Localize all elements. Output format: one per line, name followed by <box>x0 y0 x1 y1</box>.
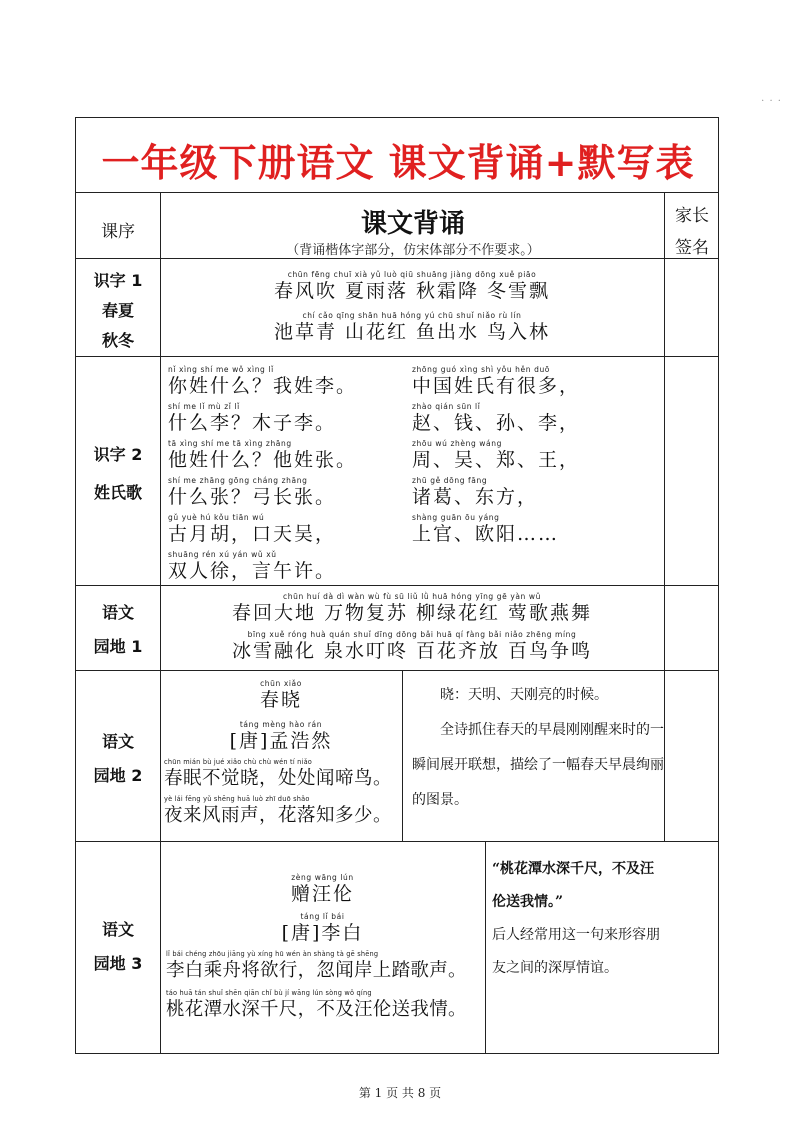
text-line: 李白乘舟将欲行，忽闻岸上踏歌声。 <box>166 960 467 981</box>
parent-label: 家长 <box>675 206 709 226</box>
text-line: 中国姓氏有很多， <box>412 375 581 397</box>
label-line: 园地 2 <box>93 766 143 785</box>
pinyin-line: zèng wāng lún <box>291 873 354 882</box>
pinyin-line: shàng guān ōu yáng <box>412 513 500 522</box>
text-line: 春眠不觉晓，处处闻啼鸟。 <box>164 768 393 789</box>
pinyin-line: táng mèng hào rán <box>239 720 323 729</box>
pinyin-line: chūn huí dà dì wàn wù fù sū liǔ lǜ huā hóng yīng gē yàn wǔ <box>283 592 541 601</box>
text-line: 周、吴、郑、王， <box>412 449 581 471</box>
divider <box>402 670 403 841</box>
text-line: 桃花潭水深千尺，不及汪伦送我情。 <box>166 999 467 1020</box>
label-line: 语文 <box>101 732 134 751</box>
section-subtitle: （背诵楷体字部分，仿宋体部分不作要求。） <box>286 243 540 258</box>
divider <box>76 841 718 842</box>
column-header-parent-signature <box>664 200 720 264</box>
poem-author: [唐]李白 <box>281 922 364 944</box>
row-label-lesson-1 <box>76 266 160 356</box>
text-line: 夜来风雨声，花落知多少。 <box>164 805 393 826</box>
divider <box>76 585 718 586</box>
note-meaning: 后人经常用这一句来形容朋友之间的深厚情谊。 <box>492 927 660 976</box>
pinyin-line: chí cǎo qīng shān huā hóng yú chū shuǐ niǎo rù lín <box>302 311 522 320</box>
pinyin-line: zhōu wú zhèng wáng <box>412 439 502 448</box>
surname-song-right <box>412 365 652 546</box>
label-line: 园地 1 <box>93 637 143 656</box>
text-line: 上官、欧阳…… <box>412 523 560 545</box>
column-header-order: 课序 <box>101 222 135 242</box>
pinyin-line: zhū gě dōng fāng <box>412 476 488 485</box>
text-line: 什么李？木子李。 <box>168 412 337 434</box>
pinyin-line: nǐ xìng shí me wǒ xìng lǐ <box>168 365 274 374</box>
divider <box>76 192 718 193</box>
divider <box>76 356 718 357</box>
divider <box>664 192 665 841</box>
poem-spring-dawn-notes <box>412 678 664 818</box>
text-line: 诸葛、东方， <box>412 486 539 508</box>
pinyin-line: zhào qián sūn lǐ <box>412 402 481 411</box>
page-number: 第 1 页 共 8 页 <box>358 1086 442 1100</box>
label-line: 姓氏歌 <box>93 483 142 502</box>
poem-to-wang-lun-lines <box>166 950 484 1022</box>
pinyin-line: lǐ bái chéng zhōu jiāng yù xíng hū wén àn shàng tà gē shēng <box>166 950 379 958</box>
text-line: 春回大地 万物复苏 柳绿花红 莺歌燕舞 <box>231 602 593 624</box>
text-line: 你姓什么？我姓李。 <box>168 375 358 397</box>
garden-1-text <box>160 592 664 663</box>
note-summary: 全诗抓住春天的早晨刚刚醒来时的一瞬间展开联想，描绘了一幅春天早晨绚丽的图景。 <box>412 722 664 808</box>
text-line: 赵、钱、孙、李， <box>412 412 581 434</box>
lesson-1-text <box>160 270 664 344</box>
row-label-garden-3 <box>76 913 160 981</box>
row-label-garden-1 <box>76 596 160 664</box>
pinyin-line: yè lái fēng yǔ shēng huā luò zhī duō shǎo <box>164 795 310 803</box>
pinyin-line: táng lǐ bái <box>300 912 345 921</box>
section-title: 课文背诵 <box>360 209 465 239</box>
label-line: 秋冬 <box>101 331 134 350</box>
label-line: 识字 1 <box>93 271 143 290</box>
label-line: 春夏 <box>101 301 134 320</box>
pinyin-line: shuāng rén xú yán wǔ xǔ <box>168 550 277 559</box>
poem-spring-dawn-lines <box>164 758 402 828</box>
poem-title: 春晓 <box>259 689 302 711</box>
pinyin-line: zhōng guó xìng shì yǒu hěn duō <box>412 365 550 374</box>
text-line: 冰雪融化 泉水叮咚 百花齐放 百鸟争鸣 <box>231 640 593 662</box>
note-quote: “桃花潭水深千尺，不及汪伦送我情。” <box>492 861 655 910</box>
poem-spring-dawn <box>160 679 402 753</box>
pinyin-line: chūn fēng chuī xià yǔ luò qiū shuāng jiàng dōng xuě piāo <box>287 270 537 279</box>
divider <box>485 841 486 1054</box>
text-line: 春风吹 夏雨落 秋霜降 冬雪飘 <box>273 280 551 302</box>
page-title: 一年级下册语文 课文背诵+默写表 <box>101 141 695 185</box>
pinyin-line: gǔ yuè hú kǒu tiān wú <box>168 513 265 522</box>
signature-label: 签名 <box>675 238 709 258</box>
text-line: 什么张？弓长张。 <box>168 486 337 508</box>
pinyin-line: bīng xuě róng huà quán shuǐ dīng dōng bǎi huā qí fàng bǎi niǎo zhēng míng <box>247 630 577 639</box>
label-line: 识字 2 <box>93 445 143 464</box>
poem-title: 赠汪伦 <box>290 883 354 905</box>
poem-to-wang-lun-notes <box>492 853 666 985</box>
row-label-lesson-2 <box>76 436 160 512</box>
poem-author: [唐]孟浩然 <box>229 730 333 752</box>
recitation-table <box>75 117 719 1054</box>
label-line: 语文 <box>101 920 134 939</box>
text-line: 他姓什么？他姓张。 <box>168 449 358 471</box>
row-label-garden-2 <box>76 725 160 793</box>
surname-song-left <box>168 365 398 583</box>
divider <box>76 670 718 671</box>
divider <box>76 258 718 259</box>
note-definition: 晓：天明、天刚亮的时候。 <box>440 687 608 703</box>
pinyin-line: chūn mián bù jué xiǎo chù chù wén tí niǎo <box>164 758 313 766</box>
label-line: 语文 <box>101 603 134 622</box>
label-line: 园地 3 <box>93 954 143 973</box>
text-line: 池草青 山花红 鱼出水 鸟入林 <box>273 321 551 343</box>
pinyin-line: táo huā tán shuǐ shēn qiān chǐ bù jí wāng lún sòng wǒ qíng <box>166 989 372 997</box>
pinyin-line: chūn xiǎo <box>260 679 302 688</box>
text-line: 古月胡，口天吴， <box>168 523 337 545</box>
text-line: 双人徐，言午许。 <box>168 560 337 582</box>
pinyin-line: tā xìng shí me tā xìng zhāng <box>168 439 292 448</box>
pinyin-line: shí me zhāng gōng cháng zhāng <box>168 476 308 485</box>
pinyin-line: shí me lǐ mù zǐ lǐ <box>168 402 240 411</box>
page-edge-dots: · · · <box>761 96 782 107</box>
poem-to-wang-lun <box>160 873 485 945</box>
